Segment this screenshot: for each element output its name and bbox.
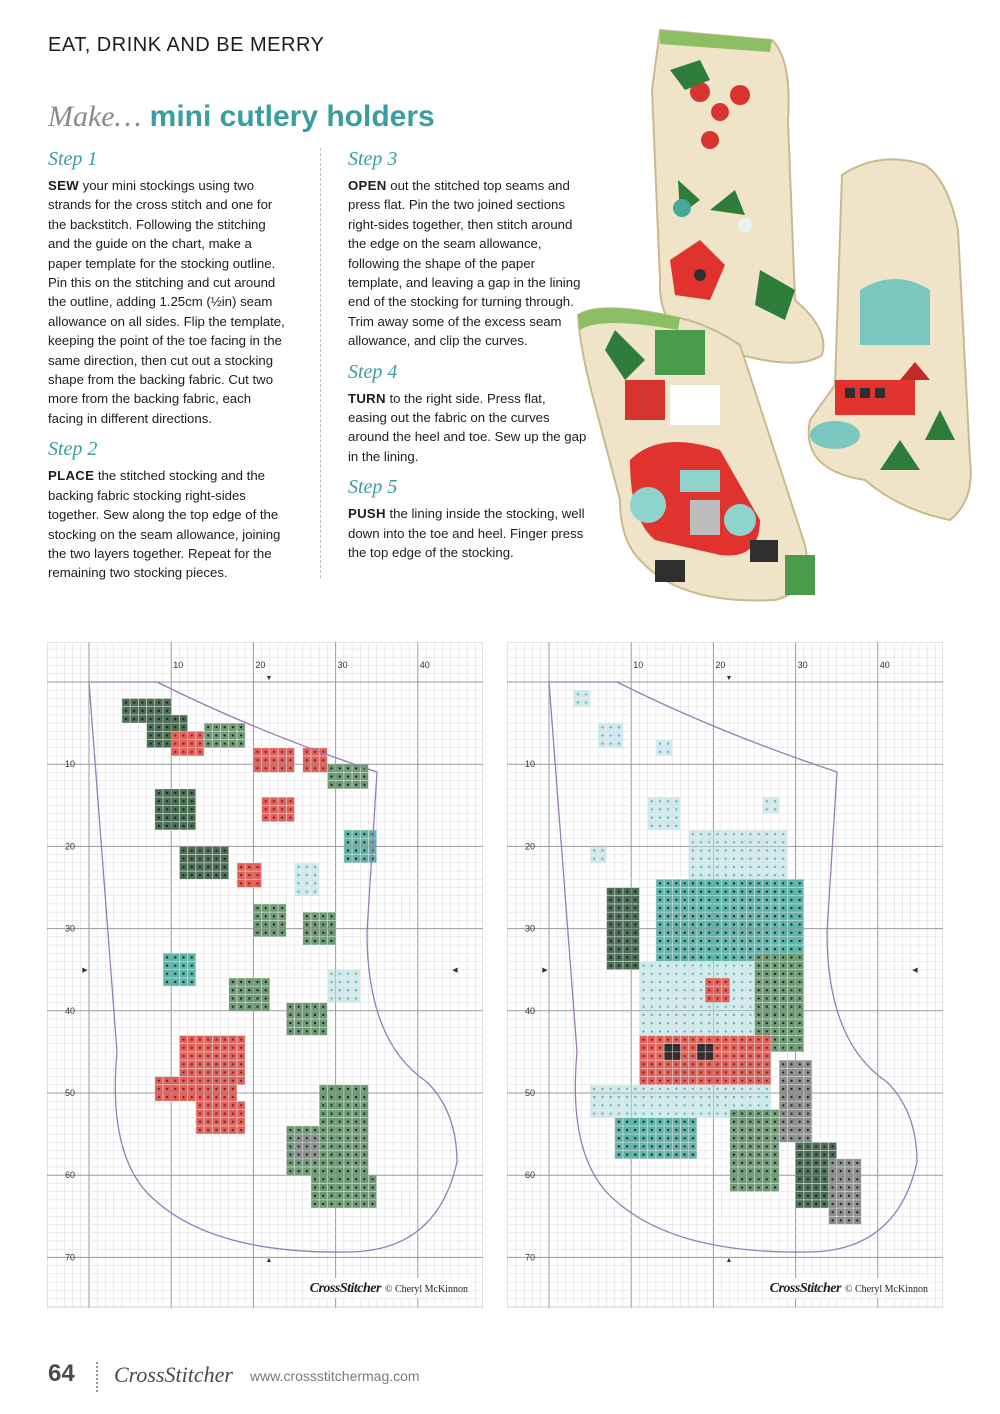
step-text [348,389,588,467]
step-text [48,466,288,582]
chart-row-label: 10 [64,759,75,770]
step-description: your mini stockings using two strands for the cross stitch and one for the backstitch. Following the stitching and the guide on the chart, make a paper template for the stocking outline. Pin this on the stitching and cut around the outline, adding 1.25cm (½in) seam allowance on all sides. Flip the template, keeping the point of the toe facing in the same direction, then cut out a stocking shape from the backing fabric. Cut two more from the backing fabric, each facing in different directions. [48,178,285,426]
title-main: mini cutlery holders [149,100,435,133]
chart-column-label: 40 [879,660,890,670]
chart-centre-arrow: ▲ [725,1257,733,1264]
chart-row-label: 20 [64,841,75,852]
step-description: the stitched stocking and the backing fabric stocking right-sides together. Sew along the top edge of the stocking on the seam allowance, joining the two layers together. Repeat for the remaining two stocking pieces. [48,468,281,581]
chart-centre-arrow: ▼ [725,675,733,682]
step-text [348,176,588,351]
chart-house-stocking [507,642,943,1308]
step-keyword: SEW [48,178,79,193]
chart-holly-stocking [47,642,483,1308]
step-keyword: PUSH [348,506,386,522]
step-text [48,176,288,428]
chart-grid-house [507,642,943,1308]
chart-centre-arrow: ▼ [265,675,273,682]
article-title [48,100,435,134]
chart-row-label: 60 [524,1170,535,1181]
house-stocking-image [809,159,971,520]
instructions-column-right [348,146,588,571]
chart-centre-arrow: ▶ [542,967,548,974]
chart-centre-arrow: ◀ [912,967,918,974]
footer-url: www.crossstitchermag.com [250,1368,420,1384]
chart-credit [307,1278,471,1298]
stockings-photo [560,0,1000,610]
step-heading: Step 2 [48,438,98,461]
chart-row-label: 50 [524,1088,535,1098]
chart-row-label: 40 [524,1005,535,1016]
chart-grid-holly [47,642,483,1308]
chart-column-label: 30 [797,660,808,670]
chart-row-label: 20 [524,841,535,852]
step-1 [48,146,288,428]
step-description: out the stitched top seams and press flat. Pin the two joined sections right-sides together, then stitch around the edge on the seam allowance, following the shape of the paper template, and leaving a gap in the lining end of the stocking for turning through. Trim away some of the excess seam allowance, and clip the curves. [348,178,581,349]
chart-column-label: 20 [715,660,726,670]
step-heading: Step 3 [348,148,398,170]
step-heading: Step 4 [348,360,398,383]
page-number: 64 [48,1360,75,1387]
step-keyword: TURN [348,390,386,406]
chart-row-label: 40 [64,1005,75,1016]
chart-column-label: 10 [173,660,184,670]
credit-brand: CrossStitcher [309,1281,381,1296]
credit-copyright: © Cheryl McKinnon [384,1284,468,1295]
chart-row-label: 70 [524,1252,535,1263]
chart-column-label: 40 [419,660,430,670]
chart-column-label: 20 [255,660,266,670]
chart-centre-arrow: ▶ [82,967,88,974]
chart-row-label: 30 [64,923,75,934]
step-2 [48,436,288,582]
step-description: the lining inside the stocking, well down into the toe and heel. Finger press the top edge of the stocking. [348,506,585,561]
step-3 [348,146,588,351]
footer-separator [96,1362,98,1392]
credit-copyright: © Cheryl McKinnon [844,1284,928,1295]
chart-credit [767,1278,931,1298]
title-lead: Make… [48,100,142,133]
chart-centre-arrow: ▲ [265,1257,273,1264]
chart-row-label: 70 [64,1252,75,1263]
column-divider [320,148,321,578]
chart-row-label: 30 [524,923,535,934]
step-description: to the right side. Press flat, easing out the fabric on the curves around the heel and toe. Sew up the gap in the lining. [348,390,587,464]
chart-centre-arrow: ◀ [452,967,458,974]
section-header: EAT, DRINK AND BE MERRY [48,34,325,56]
holly-stocking-image [652,30,823,363]
chart-row-label: 60 [64,1170,75,1181]
credit-brand: CrossStitcher [769,1281,841,1296]
chart-row-label: 50 [64,1088,75,1098]
step-5 [348,474,588,562]
step-4 [348,359,588,467]
instructions-column-left [48,146,288,591]
step-heading: Step 5 [348,476,398,499]
step-text [348,504,588,562]
footer-brand: CrossStitcher [114,1362,233,1387]
step-heading: Step 1 [48,148,98,170]
step-keyword: OPEN [348,178,387,193]
chart-column-label: 10 [633,660,644,670]
step-keyword: PLACE [48,468,95,484]
chart-column-label: 30 [337,660,348,670]
chart-row-label: 10 [524,759,535,770]
